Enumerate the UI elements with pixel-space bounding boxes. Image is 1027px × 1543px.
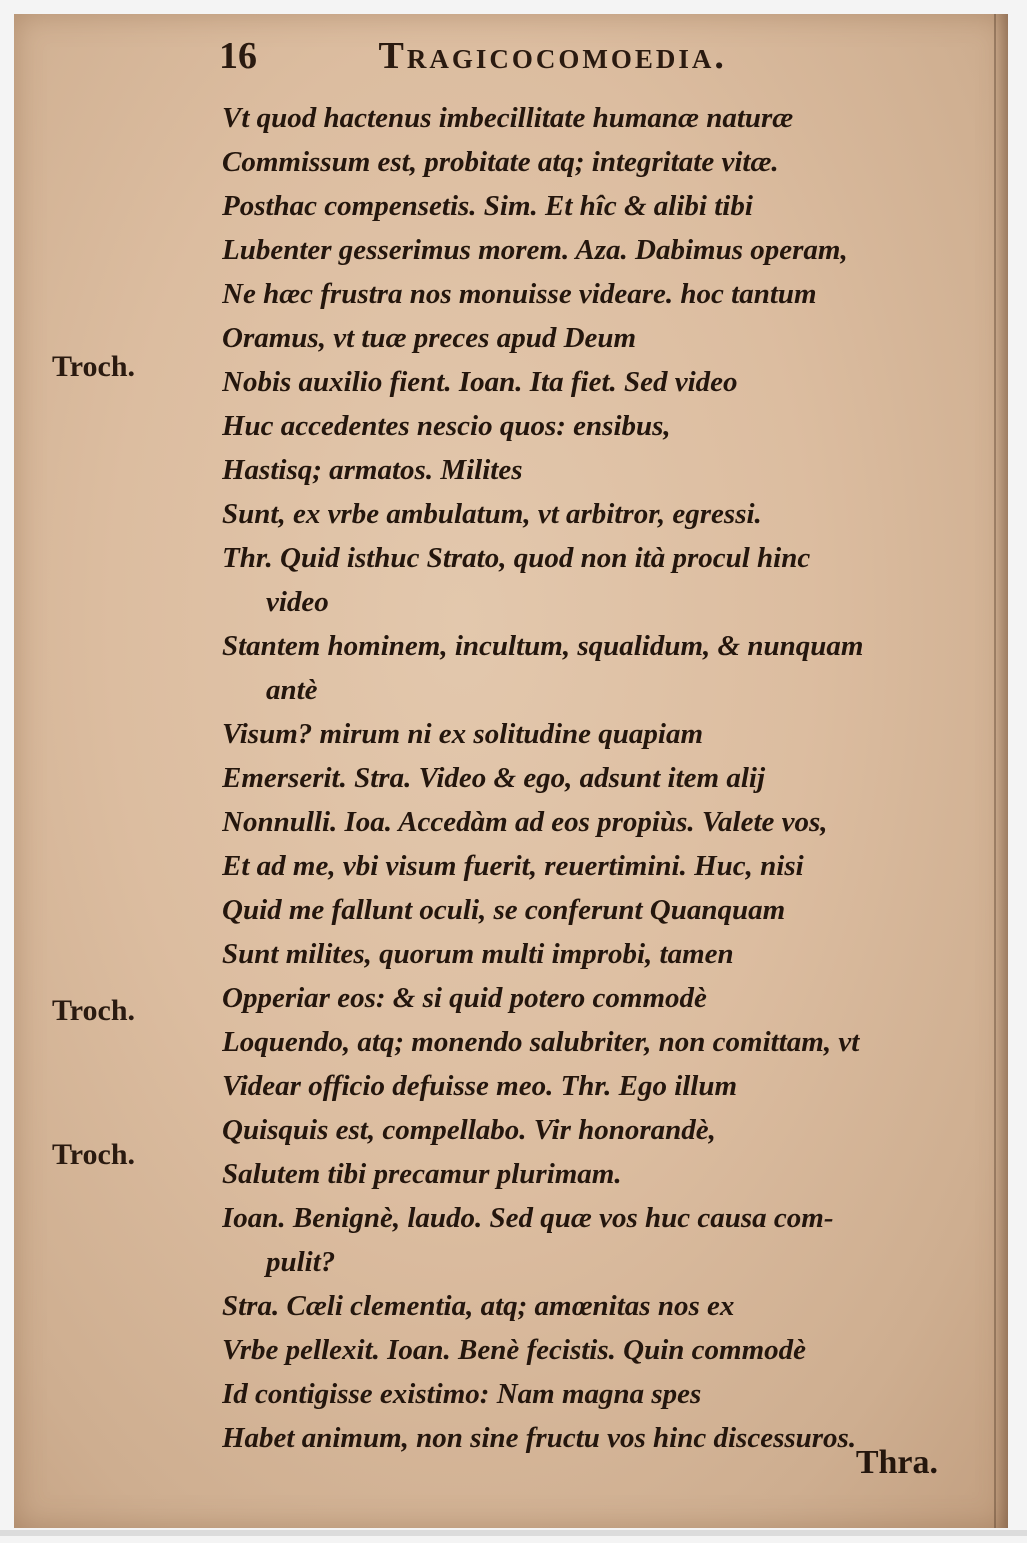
verse-line: Et ad me, vbi visum fuerit, reuertimini. Huc, nisi: [222, 850, 804, 882]
verse-line: Ioan. Benignè, laudo. Sed quæ vos huc causa com-: [222, 1202, 834, 1234]
verse-line: Sunt milites, quorum multi improbi, tamen: [222, 938, 734, 970]
speaker-marginal-note: Troch.: [52, 994, 136, 1027]
verse-line: Id contigisse existimo: Nam magna spes: [222, 1378, 702, 1410]
speaker-marginal-note: Troch.: [52, 350, 136, 383]
verse-line: Huc accedentes nescio quos: ensibus,: [222, 410, 671, 442]
running-head: [219, 34, 727, 78]
speaker-marginal-note: Troch.: [52, 1138, 136, 1171]
verse-line: Hastisq; armatos. Milites: [222, 454, 523, 486]
running-title: Tragicocomoedia.: [378, 35, 727, 77]
verse-line: Vrbe pellexit. Ioan. Benè fecistis. Quin commodè: [222, 1334, 807, 1366]
verse-line: Vt quod hactenus imbecillitate humanæ naturæ: [222, 102, 794, 134]
verse-line: Quisquis est, compellabo. Vir honorandè,: [222, 1114, 716, 1146]
verse-line: Quid me fallunt oculi, se conferunt Quanquam: [222, 894, 786, 926]
verse-line: Posthac compensetis. Sim. Et hîc & alibi tibi: [222, 190, 753, 222]
verse-line: Oramus, vt tuæ preces apud Deum: [222, 322, 637, 354]
verse-line: Emerserit. Stra. Video & ego, adsunt item alij: [222, 762, 765, 794]
verse-line-continuation: antè: [266, 674, 318, 706]
page-gutter-shadow: [994, 14, 996, 1528]
verse-line: Commissum est, probitate atq; integritate vitæ.: [222, 146, 779, 178]
verse-line: Opperiar eos: & si quid potero commodè: [222, 982, 707, 1014]
verse-text-block: [222, 96, 992, 1460]
verse-line-continuation: pulit?: [266, 1246, 336, 1278]
viewer-bottom-bar: [0, 1530, 1027, 1536]
verse-line: Sunt, ex vrbe ambulatum, vt arbitror, egressi.: [222, 498, 762, 530]
verse-line: Habet animum, non sine fructu vos hinc discessuros.: [222, 1422, 857, 1454]
catchword: Thra.: [855, 1444, 938, 1481]
verse-line-continuation: video: [266, 586, 329, 618]
verse-line: Lubenter gesserimus morem. Aza. Dabimus operam,: [222, 234, 848, 266]
verse-line: Thr. Quid isthuc Strato, quod non ità procul hinc: [222, 542, 811, 574]
verse-line: Nobis auxilio fient. Ioan. Ita fiet. Sed video: [222, 366, 738, 398]
verse-line: Ne hæc frustra nos monuisse videare. hoc tantum: [222, 278, 817, 310]
verse-line: Stantem hominem, incultum, squalidum, & nunquam: [222, 630, 864, 662]
verse-line: Videar officio defuisse meo. Thr. Ego illum: [222, 1070, 738, 1102]
verse-line: Stra. Cæli clementia, atq; amœnitas nos ex: [222, 1290, 735, 1322]
verse-line: Nonnulli. Ioa. Accedàm ad eos propiùs. Valete vos,: [222, 806, 828, 838]
page-number: 16: [219, 35, 257, 77]
verse-line: Visum? mirum ni ex solitudine quapiam: [222, 718, 704, 750]
book-page: [14, 14, 1008, 1528]
verse-line: Loquendo, atq; monendo salubriter, non comittam, vt: [222, 1026, 860, 1058]
verse-line: Salutem tibi precamur plurimam.: [222, 1158, 622, 1190]
